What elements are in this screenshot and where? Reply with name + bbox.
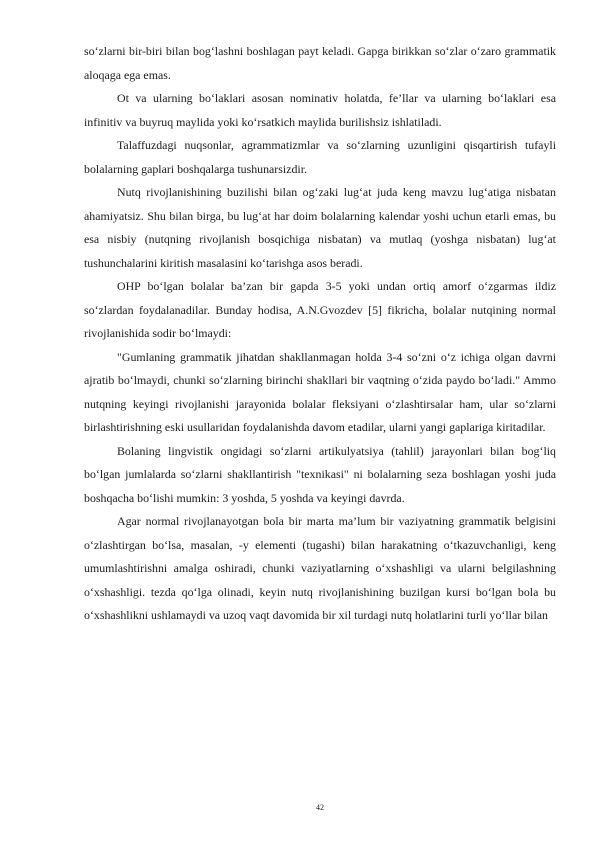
paragraph-6: "Gumlaning grammatik jihatdan shakllanmagan holda 3-4 so‘zni o‘z ichiga olgan davrni ajratib bo‘lmaydi, chunki so‘zlarning birinchi shakllari bir vaqtning o‘zida paydo bo‘ladi." Ammo nutqning keyingi rivojlanishi jarayonida bolalar fleksiyani o‘zlashtirsalar ham, ular so‘zlarni birlashtirishning eski usullaridan foydalanishda davom etadilar, ularni yangi gaplariga kiritadilar. xyxy=(84,349,556,434)
page-body xyxy=(84,40,556,628)
paragraph-5: OHP bo‘lgan bolalar ba’zan bir gapda 3-5 yoki undan ortiq amorf o‘zgarmas ildiz so‘zlardan foydalanadilar. Bunday hodisa, A.N.Gvozdev [5] fikricha, bolalar nutqining normal rivojlanishida sodir bo‘lmaydi: xyxy=(84,279,556,340)
paragraph-3: Talaffuzdagi nuqsonlar, agrammatizmlar va so‘zlarning uzunligini qisqartirish tufayli bolalarning gaplari boshqalarga tushunarsizdir. xyxy=(84,138,556,176)
paragraph-2: Ot va ularning bo‘laklari asosan nominativ holatda, fe’llar va ularning bo‘laklari esa infinitiv va buyruq maylida yoki ko‘rsatkich maylida burilishsiz ishlatiladi. xyxy=(84,91,556,129)
paragraph-8: Agar normal rivojlanayotgan bola bir marta ma’lum bir vaziyatning grammatik belgisini o‘zlashtirgan bo‘lsa, masalan, -y elementi (tugashi) bilan harakatning o‘tkazuvchanligi, keng umumlashtirishni amalga oshiradi, chunki vaziyatlarning o‘xshashligi va ularni belgilashning o‘xshashligi. tezda qo‘lga olinadi, keyin nutq rivojlanishining buzilgan kursi bo‘lgan bola bu o‘xshashlikni ushlamaydi va uzoq vaqt davomida bir xil turdagi nutq holatlarini turli yo‘llar bilan xyxy=(84,514,556,622)
paragraph-1: so‘zlarni bir-biri bilan bog‘lashni boshlagan payt keladi. Gapga birikkan so‘zlar o‘zaro grammatik aloqaga ega emas. xyxy=(84,44,556,82)
paragraph-4: Nutq rivojlanishining buzilishi bilan og‘zaki lug‘at juda keng mavzu lug‘atiga nisbatan ahamiyatsiz. Shu bilan birga, bu lug‘at har doim bolalarning kalendar yoshi uchun etarli emas, bu esa nisbiy (nutqning rivojlanish bosqichiga nisbatan) va mutlaq (yoshga nisbatan) lug‘at tushunchalarini kiritish masalasini ko‘tarishga asos beradi. xyxy=(84,185,556,270)
page-number: 42 xyxy=(316,803,324,812)
paragraph-7: Bolaning lingvistik ongidagi so‘zlarni artikulyatsiya (tahlil) jarayonlari bilan bog‘liq bo‘lgan jumlalarda so‘zlarni shakllantirish "texnikasi" ni bolalarning seza boshlagan yoshi juda boshqacha bo‘lishi mumkin: 3 yoshda, 5 yoshda va keyingi davrda. xyxy=(84,443,556,505)
